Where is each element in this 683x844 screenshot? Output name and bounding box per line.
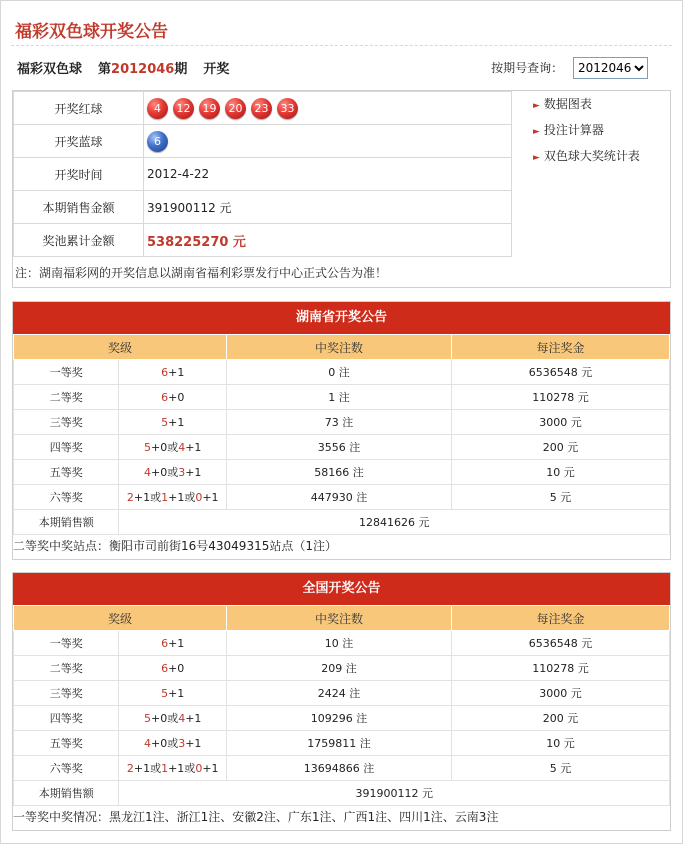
condition-part: +1或 (168, 491, 196, 504)
disclaimer-note: 注：湖南福彩网的开奖信息以湖南省福利彩票发行中心正式公告为准！ (15, 266, 388, 280)
condition-part: +1 (185, 466, 202, 479)
prize-row (14, 731, 670, 756)
prize-level: 五等奖 (14, 731, 119, 756)
condition-part: 6 (161, 365, 169, 379)
col-header-count: 中奖注数 (226, 335, 451, 360)
link-data-chart[interactable] (533, 95, 640, 121)
col-header-level: 奖级 (14, 335, 227, 360)
sales-total-label: 本期销售额 (14, 510, 119, 535)
condition-part: +1 (168, 636, 185, 650)
link-bet-calculator[interactable] (533, 121, 640, 147)
red-ball: 20 (225, 98, 246, 119)
prize-level: 二等奖 (14, 385, 119, 410)
condition-part: 3 (178, 737, 186, 750)
condition-part: 4 (178, 712, 186, 725)
red-ball: 4 (147, 98, 168, 119)
winner-count: 13694866 注 (226, 756, 451, 781)
winner-count: 109296 注 (226, 706, 451, 731)
summary-table (13, 91, 512, 257)
winning-condition (119, 460, 227, 485)
query-label: 按期号查询： (491, 61, 564, 75)
prize-row (14, 681, 670, 706)
condition-part: +1 (202, 491, 219, 504)
prize-row (14, 410, 670, 435)
issue-query (491, 57, 648, 79)
prize-level: 四等奖 (14, 435, 119, 460)
issue-number: 2012046 (111, 62, 175, 77)
draw-time-label: 开奖时间 (14, 158, 144, 191)
sales-label: 本期销售金额 (14, 191, 144, 224)
prize-row (14, 360, 670, 385)
link-label: 数据图表 (543, 97, 592, 111)
condition-part: +1 (185, 712, 202, 725)
condition-part: 5 (161, 415, 169, 429)
red-ball: 12 (173, 98, 194, 119)
national-footnote: 一等奖中奖情况：黑龙江1注、浙江1注、安徽2注、广东1注、广西1注、四川1注、云南3注 (13, 810, 499, 824)
winning-condition (119, 360, 227, 385)
condition-part: +1或 (168, 762, 196, 775)
prize-amount: 10 元 (451, 731, 669, 756)
prize-amount: 5 元 (451, 485, 669, 510)
condition-part: +0或 (151, 441, 179, 454)
winning-condition (119, 410, 227, 435)
red-balls (144, 92, 512, 125)
prize-row (14, 460, 670, 485)
red-ball: 23 (251, 98, 272, 119)
winner-count: 10 注 (226, 631, 451, 656)
red-ball: 33 (277, 98, 298, 119)
condition-part: 4 (144, 466, 151, 479)
prize-amount: 3000 元 (451, 681, 669, 706)
winner-count: 58166 注 (226, 460, 451, 485)
link-jackpot-stats[interactable] (533, 147, 640, 173)
prize-amount: 6536548 元 (451, 360, 669, 385)
prize-level: 二等奖 (14, 656, 119, 681)
prize-amount: 6536548 元 (451, 631, 669, 656)
issue-prefix: 第 (98, 62, 112, 77)
condition-part: 6 (161, 636, 169, 650)
condition-part: +1或 (133, 491, 162, 504)
condition-part: 5 (143, 712, 151, 725)
prize-amount: 5 元 (451, 756, 669, 781)
col-header-prize: 每注奖金 (451, 606, 669, 631)
pool-value: 538225270 元 (147, 234, 246, 250)
condition-part: 0 (195, 491, 203, 504)
prize-amount: 3000 元 (451, 410, 669, 435)
winner-count: 73 注 (226, 410, 451, 435)
prize-row (14, 656, 670, 681)
arrow-right-icon: ► (533, 153, 540, 163)
pool-cell (144, 224, 512, 257)
blue-ball: 6 (147, 131, 168, 152)
link-label: 双色球大奖统计表 (543, 149, 640, 163)
condition-part: 5 (144, 441, 151, 454)
condition-part: 2 (126, 762, 134, 775)
link-label: 投注计算器 (543, 123, 604, 137)
condition-part: 4 (178, 441, 186, 454)
prize-level: 六等奖 (14, 485, 119, 510)
arrow-right-icon: ► (533, 127, 540, 137)
prize-row (14, 385, 670, 410)
condition-part: +1 (185, 441, 202, 454)
arrow-right-icon: ► (533, 101, 540, 111)
prize-level: 一等奖 (14, 360, 119, 385)
winning-condition (119, 435, 227, 460)
prize-amount: 110278 元 (451, 656, 669, 681)
hunan-prize-table (13, 334, 670, 535)
hunan-announcement (12, 301, 671, 560)
prize-row (14, 631, 670, 656)
prize-row (14, 485, 670, 510)
condition-part: 6 (161, 661, 169, 675)
sales-total-value: 12841626 元 (119, 510, 670, 535)
winning-condition (119, 756, 227, 781)
hunan-footnote: 二等奖中奖站点：衡阳市司前街16号43049315站点（1注） (13, 539, 337, 553)
draw-time-value: 2012-4-22 (144, 158, 512, 191)
condition-part: +0或 (150, 737, 179, 750)
issue-suffix: 期 (174, 62, 188, 77)
draw-label: 开奖 (203, 62, 230, 77)
condition-part: +1 (168, 415, 185, 429)
prize-level: 六等奖 (14, 756, 119, 781)
winner-count: 1 注 (226, 385, 451, 410)
winner-count: 1759811 注 (226, 731, 451, 756)
page-title: 福彩双色球开奖公告 (15, 22, 168, 42)
condition-part: +1 (168, 365, 185, 379)
condition-part: 4 (143, 737, 151, 750)
condition-part: +1 (185, 737, 202, 750)
issue-line (17, 58, 229, 77)
condition-part: +0 (168, 390, 185, 404)
condition-part: +1 (168, 686, 185, 700)
winning-condition (119, 485, 227, 510)
condition-part: +1 (202, 762, 219, 775)
blue-ball-label: 开奖蓝球 (14, 125, 144, 158)
winning-condition (119, 385, 227, 410)
prize-level: 一等奖 (14, 631, 119, 656)
blue-ball-cell (144, 125, 512, 158)
winning-condition (119, 706, 227, 731)
col-header-level: 奖级 (14, 606, 227, 631)
condition-part: 1 (161, 762, 169, 775)
condition-part: +0 (168, 661, 185, 675)
winning-condition (119, 731, 227, 756)
draw-summary (12, 90, 671, 288)
prize-row (14, 756, 670, 781)
prize-amount: 10 元 (451, 460, 669, 485)
sales-total-label: 本期销售额 (14, 781, 119, 806)
pool-label: 奖池累计金额 (14, 224, 144, 257)
quick-links (533, 95, 640, 173)
prize-level: 四等奖 (14, 706, 119, 731)
condition-part: 3 (178, 466, 186, 479)
issue-select[interactable] (573, 57, 648, 79)
national-title: 全国开奖公告 (13, 573, 670, 605)
condition-part: 0 (195, 762, 203, 775)
col-header-count: 中奖注数 (226, 606, 451, 631)
prize-row (14, 706, 670, 731)
winner-count: 3556 注 (226, 435, 451, 460)
condition-part: 1 (161, 491, 169, 504)
red-ball: 19 (199, 98, 220, 119)
col-header-prize: 每注奖金 (451, 335, 669, 360)
game-name: 福彩双色球 (17, 62, 83, 77)
winning-condition (119, 631, 227, 656)
condition-part: 5 (161, 686, 169, 700)
condition-part: +0或 (151, 466, 179, 479)
winning-condition (119, 656, 227, 681)
prize-row (14, 435, 670, 460)
winner-count: 0 注 (226, 360, 451, 385)
winner-count: 209 注 (226, 656, 451, 681)
condition-part: 2 (126, 491, 134, 504)
prize-amount: 200 元 (451, 706, 669, 731)
prize-amount: 110278 元 (451, 385, 669, 410)
hunan-title: 湖南省开奖公告 (13, 302, 670, 334)
national-prize-table (13, 605, 670, 806)
national-announcement (12, 572, 671, 831)
prize-level: 三等奖 (14, 681, 119, 706)
sales-value: 391900112 元 (144, 191, 512, 224)
title-divider (11, 45, 672, 46)
prize-level: 三等奖 (14, 410, 119, 435)
condition-part: +0或 (150, 712, 179, 725)
prize-amount: 200 元 (451, 435, 669, 460)
sales-total-value: 391900112 元 (119, 781, 670, 806)
condition-part: +1或 (133, 762, 162, 775)
winning-condition (119, 681, 227, 706)
winner-count: 2424 注 (226, 681, 451, 706)
prize-level: 五等奖 (14, 460, 119, 485)
winner-count: 447930 注 (226, 485, 451, 510)
condition-part: 6 (161, 390, 169, 404)
red-balls-label: 开奖红球 (14, 92, 144, 125)
